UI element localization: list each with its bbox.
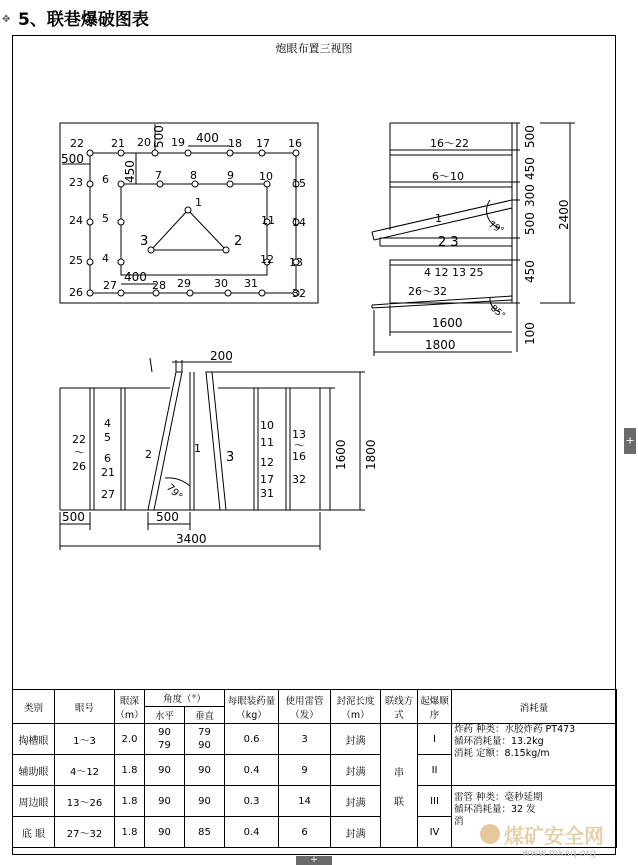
dimension-label: 100 — [523, 322, 537, 345]
header-connect: 联线方式 — [381, 690, 418, 724]
header-hole-no: 眼号 — [55, 690, 115, 724]
header-category: 类别 — [13, 690, 55, 724]
cell-detonators: 14 — [279, 786, 331, 817]
hole-label: 11 — [260, 436, 274, 449]
hole-label: 31 — [244, 277, 258, 290]
dimension-label: 500 — [523, 125, 537, 148]
cell-horizontal: 90 79 — [145, 724, 185, 755]
hole-label: 1 — [194, 442, 201, 455]
cell-stem: 封满 — [331, 755, 381, 786]
hole-label: 23 — [69, 176, 83, 189]
cell-depth: 1.8 — [115, 755, 145, 786]
consumption-line: 循环消耗量：32 发 — [454, 804, 536, 815]
hole-label: 20 — [137, 136, 151, 149]
dimension-label: 500 — [156, 510, 179, 524]
cell-stem: 封满 — [331, 786, 381, 817]
dimension-label: 1800 — [364, 439, 378, 470]
dimension-label: 200 — [210, 349, 233, 363]
cell-holes: 4～12 — [55, 755, 115, 786]
cell-holes: 13～26 — [55, 786, 115, 817]
cell-stem: 封满 — [331, 817, 381, 848]
hole-label: 3 — [140, 234, 149, 249]
connect-char: 串 — [394, 767, 405, 779]
cell-order: III — [418, 786, 452, 817]
front-view-labels — [61, 125, 306, 300]
hole-label: 5 — [102, 212, 109, 225]
side-view — [372, 123, 575, 356]
hole-label: 12 — [260, 456, 274, 469]
cell-horizontal: 90 — [145, 786, 185, 817]
consumption-line: 循环消耗量：13.2kg — [454, 736, 544, 747]
angle-label: 79° — [163, 482, 185, 503]
dimension-label: 2400 — [557, 199, 571, 230]
hole-label: 31 — [260, 487, 274, 500]
dimension-label: 1800 — [425, 338, 456, 352]
hole-group-label: 22 — [72, 433, 86, 446]
hole-label: 12 — [260, 253, 274, 266]
cell-holes: 27～32 — [55, 817, 115, 848]
hole-label: 17 — [256, 137, 270, 150]
hole-label: 4 — [104, 417, 111, 430]
hole-label: 10 — [259, 170, 273, 183]
hole-label: 11 — [261, 214, 275, 227]
dimension-label: 300 — [523, 184, 537, 207]
hole-label: ～ — [294, 439, 305, 452]
hole-group-label: 2 3 — [438, 235, 459, 250]
hole-label: 25 — [69, 254, 83, 267]
header-charge: 每眼装药量（kg） — [225, 690, 279, 724]
consumption-line: 雷管 种类：毫秒延期 — [454, 792, 543, 803]
hole-group-label: ～ — [74, 446, 85, 459]
table-row — [13, 786, 617, 817]
angle-label: 79° — [486, 219, 506, 237]
hole-label: 5 — [104, 431, 111, 444]
expand-side-button[interactable]: + — [624, 428, 636, 454]
cell-depth: 1.8 — [115, 817, 145, 848]
cell-detonators: 3 — [279, 724, 331, 755]
cell-vertical: 79 90 — [185, 724, 225, 755]
hole-label: 2 — [145, 448, 152, 461]
cell-category: 周边眼 — [13, 786, 55, 817]
cell-detonators: 6 — [279, 817, 331, 848]
hole-label: 28 — [152, 279, 166, 292]
hole-label: 13 — [292, 428, 306, 441]
hole-label: 9 — [227, 169, 234, 182]
hole-label: 29 — [177, 277, 191, 290]
hole-group-label: 16～22 — [430, 137, 469, 150]
cell-order: I — [418, 724, 452, 755]
hole-group-label: 1 — [435, 212, 442, 225]
dimension-label: 3400 — [176, 532, 207, 546]
hole-label: 16 — [292, 450, 306, 463]
section-heading: 5、联巷爆破图表 — [18, 10, 149, 30]
cell-detonators: 9 — [279, 755, 331, 786]
dimension-label: 400 — [196, 131, 219, 145]
dimension-label: 500 — [62, 510, 85, 524]
hole-label: 6 — [104, 452, 111, 465]
cell-horizontal: 90 — [145, 755, 185, 786]
table-header-row — [13, 690, 617, 707]
hole-label: 30 — [214, 277, 228, 290]
header-vertical: 垂直 — [185, 707, 225, 724]
dimension-label: 500 — [61, 152, 84, 166]
hole-label: 21 — [101, 466, 115, 479]
header-stem: 封泥长度（m） — [331, 690, 381, 724]
cell-explosive-consumption — [452, 724, 617, 786]
hole-label: 4 — [102, 252, 109, 265]
side-view-labels — [408, 125, 571, 352]
cell-vertical: 85 — [185, 817, 225, 848]
dimension-label: 450 — [523, 260, 537, 283]
table-row — [13, 724, 617, 755]
hole-label: 18 — [228, 137, 242, 150]
expand-bottom-button[interactable]: + — [296, 856, 332, 865]
cell-vertical: 90 — [185, 786, 225, 817]
consumption-line: 消 — [454, 816, 464, 827]
cell-connect-method — [381, 724, 418, 848]
figure-title: 炮眼布置三视图 — [275, 42, 353, 55]
hole-label: 1 — [195, 196, 202, 209]
hole-label: 17 — [260, 473, 274, 486]
hole-group-label: 4 12 13 25 — [424, 266, 484, 279]
hole-label: 7 — [155, 169, 162, 182]
hole-label: 14 — [292, 216, 306, 229]
dimension-label: 450 — [523, 157, 537, 180]
dimension-label: 450 — [123, 160, 137, 183]
dimension-label: 1600 — [334, 439, 348, 470]
hole-label: 26 — [69, 286, 83, 299]
hole-label: 3 — [226, 450, 235, 465]
dimension-label: 400 — [124, 270, 147, 284]
hole-label: 24 — [69, 214, 83, 227]
hole-group-label: 6～10 — [432, 170, 464, 183]
cell-charge: 0.6 — [225, 724, 279, 755]
hole-label: 32 — [292, 473, 306, 486]
hole-label: 21 — [111, 137, 125, 150]
header-depth: 眼深（m） — [115, 690, 145, 724]
cell-category: 底 眼 — [13, 817, 55, 848]
cell-stem: 封满 — [331, 724, 381, 755]
watermark-text: 煤矿安全网 — [504, 824, 604, 848]
angle-label: 85° — [488, 303, 507, 322]
hole-label: 27 — [101, 488, 115, 501]
hole-label: 6 — [102, 173, 109, 186]
header-angle: 角度（°） — [145, 690, 225, 707]
header-detonators: 使用雷管（发） — [279, 690, 331, 724]
header-order: 起爆顺序 — [418, 690, 452, 724]
consumption-line: 消耗 定额：8.15kg/m — [454, 748, 550, 759]
dimension-label: 500 — [152, 125, 166, 148]
watermark — [478, 818, 628, 864]
hole-label: 10 — [260, 419, 274, 432]
cell-category: 辅助眼 — [13, 755, 55, 786]
connect-char: 联 — [394, 796, 405, 808]
cell-holes: 1～3 — [55, 724, 115, 755]
dimension-label: 1600 — [432, 316, 463, 330]
cell-charge: 0.3 — [225, 786, 279, 817]
dimension-label: 500 — [523, 212, 537, 235]
cell-charge: 0.4 — [225, 755, 279, 786]
move-icon[interactable]: ✥ — [2, 14, 11, 25]
cell-category: 掏槽眼 — [13, 724, 55, 755]
hole-label: 2 — [234, 234, 243, 249]
hole-label: 27 — [103, 279, 117, 292]
hole-group-label: 26～32 — [408, 285, 447, 298]
hole-group-label: 26 — [72, 460, 86, 473]
watermark-logo-icon — [480, 824, 500, 844]
header-consumption: 消耗量 — [452, 690, 617, 724]
hole-label: 8 — [190, 169, 197, 182]
hole-label: 13 — [289, 256, 303, 269]
cell-order: IV — [418, 817, 452, 848]
hole-label: 32 — [292, 287, 306, 300]
hole-label: 15 — [292, 177, 306, 190]
header-horizontal: 水平 — [145, 707, 185, 724]
hole-label: 19 — [171, 136, 185, 149]
cell-depth: 2.0 — [115, 724, 145, 755]
hole-label: 22 — [70, 137, 84, 150]
hole-label: 16 — [288, 137, 302, 150]
cell-order: II — [418, 755, 452, 786]
cell-charge: 0.4 — [225, 817, 279, 848]
consumption-line: 炸药 种类：水胶炸药 PT473 — [454, 724, 576, 735]
cell-horizontal: 90 — [145, 817, 185, 848]
watermark-url: www.mkaq.org — [522, 848, 597, 859]
cell-depth: 1.8 — [115, 786, 145, 817]
cell-vertical: 90 — [185, 755, 225, 786]
